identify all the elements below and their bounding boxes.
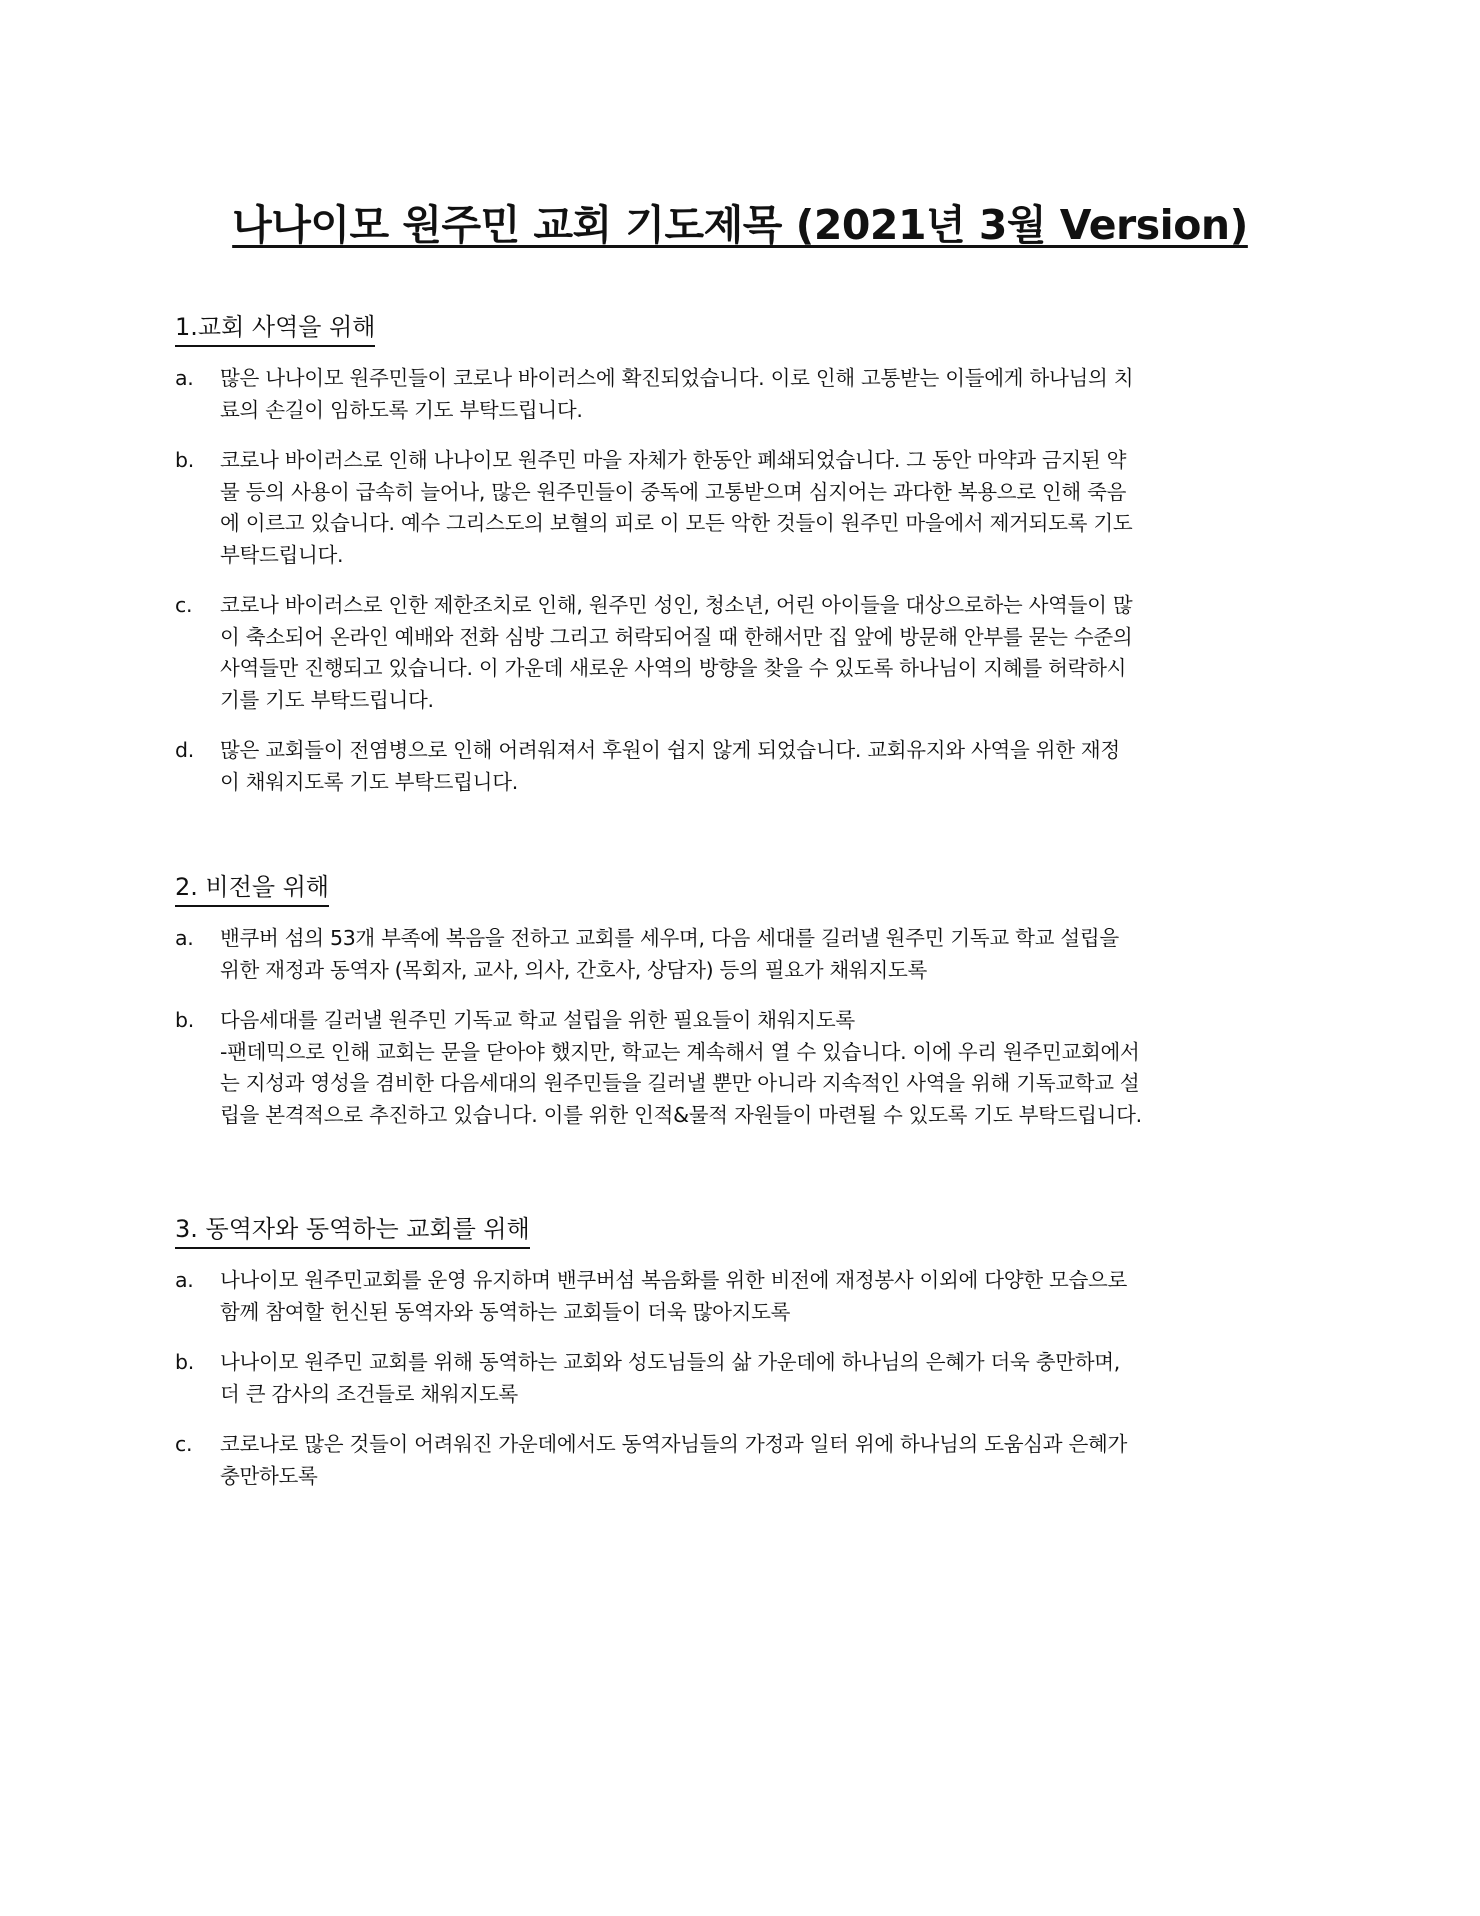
section-partners <box>175 1212 1305 1511</box>
item-marker: a. <box>175 366 194 390</box>
prayer-item <box>175 923 1305 986</box>
section-church-ministry <box>175 310 1305 817</box>
item-line: 위한 재정과 동역자 (목회자, 교사, 의사, 간호사, 상담자) 등의 필요가 채워지도록 <box>220 957 928 982</box>
item-line: 나나이모 원주민 교회를 위해 동역하는 교회와 성도님들의 삶 가운데에 하나님의 은혜가 더욱 충만하며, <box>220 1350 1120 1374</box>
section-heading: 2. 비전을 위해 <box>175 870 329 907</box>
item-line: 부탁드립니다. <box>220 542 344 567</box>
item-line: 다음세대를 길러낼 원주민 기독교 학교 설립을 위한 필요들이 채워지도록 <box>220 1008 855 1032</box>
item-marker: a. <box>175 1268 194 1292</box>
item-line: 코로나 바이러스로 인해 나나이모 원주민 마을 자체가 한동안 폐쇄되었습니다. 그 동안 마약과 금지된 약 <box>220 448 1127 472</box>
item-marker: b. <box>175 1008 194 1032</box>
document-title-text: 나나이모 원주민 교회 기도제목 (2021년 3월 Version) <box>232 201 1248 250</box>
prayer-item <box>175 590 1305 716</box>
section-heading: 1.교회 사역을 위해 <box>175 310 375 347</box>
item-line: 충만하도록 <box>220 1463 318 1488</box>
prayer-list <box>175 363 1305 798</box>
prayer-item <box>175 1429 1305 1492</box>
item-line: 립을 본격적으로 추진하고 있습니다. 이를 위한 인적&물적 자원들이 마련될 수 있도록 기도 부탁드립니다. <box>220 1102 1142 1127</box>
item-line: 사역들만 진행되고 있습니다. 이 가운데 새로운 사역의 방향을 찾을 수 있도록 하나님이 지혜를 허락하시 <box>220 656 1127 680</box>
item-line: 이 채워지도록 기도 부탁드립니다. <box>220 769 518 794</box>
prayer-list <box>175 923 1305 1131</box>
item-line: 기를 기도 부탁드립니다. <box>220 687 434 712</box>
section-heading: 3. 동역자와 동역하는 교회를 위해 <box>175 1212 530 1249</box>
item-line: 나나이모 원주민교회를 운영 유지하며 밴쿠버섬 복음화를 위한 비전에 재정봉사 이외에 다양한 모습으로 <box>220 1268 1128 1292</box>
prayer-item <box>175 1265 1305 1328</box>
section-vision <box>175 870 1305 1150</box>
item-line: 코로나 바이러스로 인한 제한조치로 인해, 원주민 성인, 청소년, 어린 아이들을 대상으로하는 사역들이 많 <box>220 593 1133 617</box>
prayer-list <box>175 1265 1305 1492</box>
item-marker: b. <box>175 1350 194 1374</box>
item-line: -팬데믹으로 인해 교회는 문을 닫아야 했지만, 학교는 계속해서 열 수 있습니다. 이에 우리 원주민교회에서 <box>220 1039 1140 1064</box>
prayer-item <box>175 1347 1305 1410</box>
item-marker: c. <box>175 593 193 617</box>
item-line: 물 등의 사용이 급속히 늘어나, 많은 원주민들이 중독에 고통받으며 심지어는 과다한 복용으로 인해 죽음 <box>220 479 1127 504</box>
item-marker: a. <box>175 926 194 950</box>
item-marker: d. <box>175 738 194 762</box>
item-line: 더 큰 감사의 조건들로 채워지도록 <box>220 1381 518 1406</box>
prayer-item <box>175 363 1305 426</box>
item-line: 료의 손길이 임하도록 기도 부탁드립니다. <box>220 397 583 422</box>
item-line: 밴쿠버 섬의 53개 부족에 복음을 전하고 교회를 세우며, 다음 세대를 길러낼 원주민 기독교 학교 설립을 <box>220 926 1119 950</box>
item-line: 코로나로 많은 것들이 어려워진 가운데에서도 동역자님들의 가정과 일터 위에 하나님의 도움심과 은혜가 <box>220 1432 1128 1456</box>
item-line: 에 이르고 있습니다. 예수 그리스도의 보혈의 피로 이 모든 악한 것들이 원주민 마을에서 제거되도록 기도 <box>220 511 1133 535</box>
prayer-item <box>175 735 1305 798</box>
prayer-item <box>175 1005 1305 1131</box>
item-line: 는 지성과 영성을 겸비한 다음세대의 원주민들을 길러낼 뿐만 아니라 지속적인 사역을 위해 기독교학교 설 <box>220 1071 1140 1095</box>
item-line: 함께 참여할 헌신된 동역자와 동역하는 교회들이 더욱 많아지도록 <box>220 1299 791 1324</box>
item-line: 이 축소되어 온라인 예배와 전화 심방 그리고 허락되어질 때 한해서만 집 앞에 방문해 안부를 묻는 수준의 <box>220 624 1133 649</box>
item-line: 많은 나나이모 원주민들이 코로나 바이러스에 확진되었습니다. 이로 인해 고통받는 이들에게 하나님의 치 <box>220 366 1134 390</box>
document-title <box>0 199 1480 251</box>
item-marker: b. <box>175 448 194 472</box>
prayer-item <box>175 445 1305 571</box>
item-marker: c. <box>175 1432 193 1456</box>
item-line: 많은 교회들이 전염병으로 인해 어려워져서 후원이 쉽지 않게 되었습니다. 교회유지와 사역을 위한 재정 <box>220 738 1120 762</box>
